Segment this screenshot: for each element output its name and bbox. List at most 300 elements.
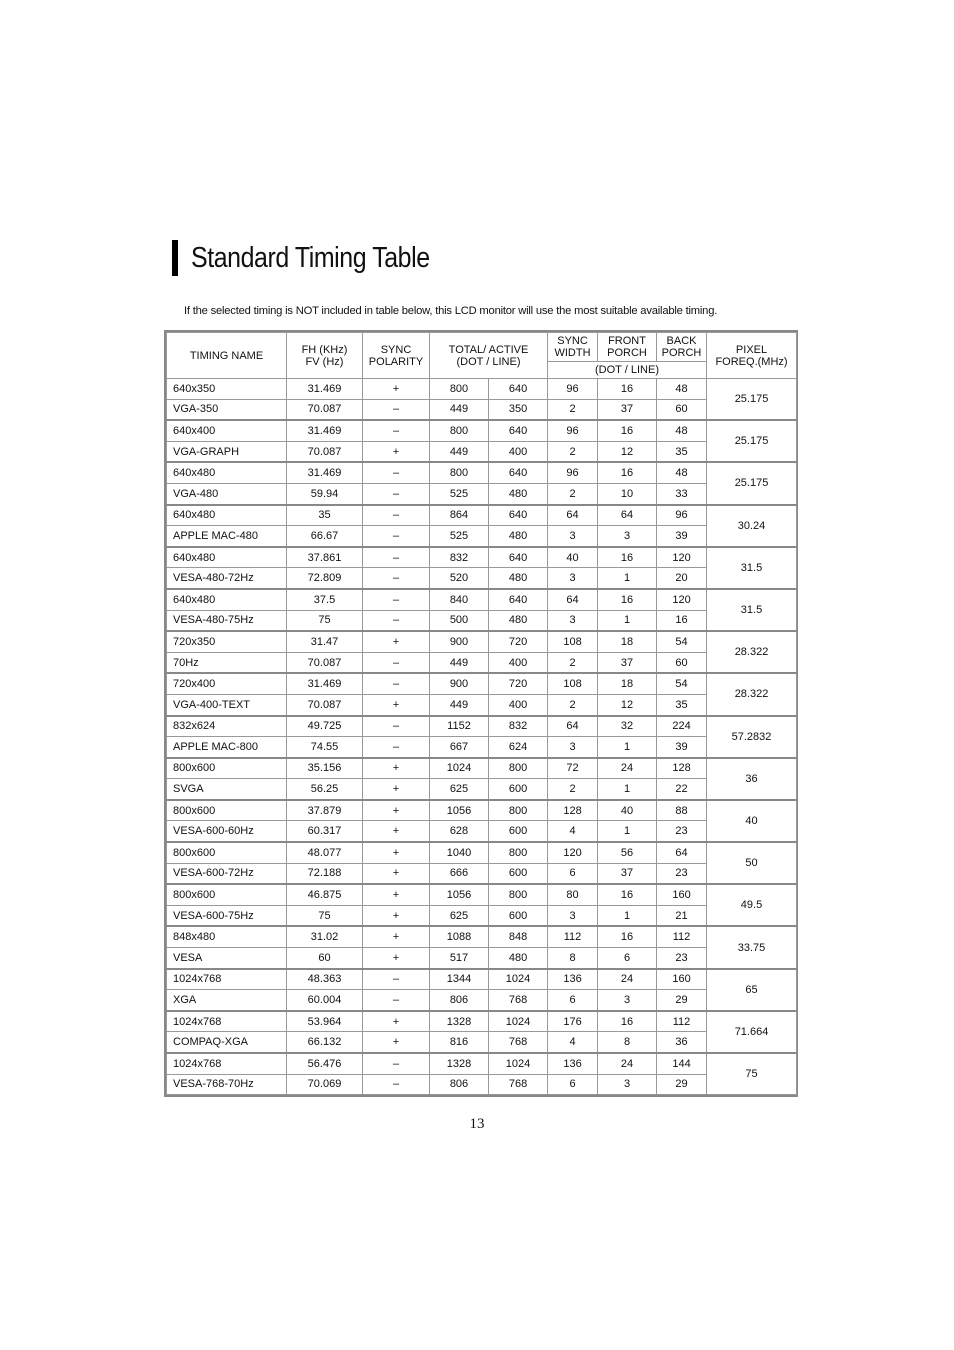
table-row xyxy=(167,1053,797,1074)
sync-width-cell: 96 xyxy=(548,379,598,400)
front-porch-cell: 6 xyxy=(598,948,657,969)
timing-name-cell: 848x480 xyxy=(167,926,287,947)
table-row xyxy=(167,652,797,673)
sync-width-cell: 136 xyxy=(548,1053,598,1074)
sync-polarity-cell: – xyxy=(363,589,430,610)
back-porch-cell: 35 xyxy=(657,441,707,462)
sync-width-cell: 6 xyxy=(548,863,598,884)
timing-name-cell: VESA-480-72Hz xyxy=(167,568,287,589)
total-cell: 500 xyxy=(430,610,489,631)
sync-polarity-cell: + xyxy=(363,800,430,821)
active-cell: 1024 xyxy=(489,969,548,990)
fh-fv-cell: 46.875 xyxy=(287,884,363,905)
table-row xyxy=(167,969,797,990)
back-porch-cell: 54 xyxy=(657,673,707,694)
sync-polarity-cell: + xyxy=(363,1032,430,1053)
sync-width-cell: 112 xyxy=(548,926,598,947)
sync-polarity-cell: + xyxy=(363,758,430,779)
back-porch-cell: 96 xyxy=(657,505,707,526)
sync-width-cell: 40 xyxy=(548,547,598,568)
front-porch-cell: 18 xyxy=(598,631,657,652)
pixel-freq-cell: 28.322 xyxy=(707,631,797,673)
back-porch-cell: 36 xyxy=(657,1032,707,1053)
total-cell: 625 xyxy=(430,905,489,926)
active-cell: 640 xyxy=(489,505,548,526)
back-porch-cell: 88 xyxy=(657,800,707,821)
page-title: Standard Timing Table xyxy=(191,241,430,274)
table-row xyxy=(167,926,797,947)
total-cell: 449 xyxy=(430,399,489,420)
back-porch-cell: 60 xyxy=(657,399,707,420)
table-row xyxy=(167,589,797,610)
back-porch-cell: 64 xyxy=(657,842,707,863)
header-sync-polarity-line1: SYNC xyxy=(380,343,412,356)
active-cell: 768 xyxy=(489,1032,548,1053)
timing-name-cell: 1024x768 xyxy=(167,969,287,990)
total-cell: 1024 xyxy=(430,758,489,779)
front-porch-cell: 40 xyxy=(598,800,657,821)
table-row xyxy=(167,884,797,905)
front-porch-cell: 24 xyxy=(598,1053,657,1074)
total-cell: 806 xyxy=(430,990,489,1011)
pixel-freq-cell: 31.5 xyxy=(707,589,797,631)
back-porch-cell: 29 xyxy=(657,990,707,1011)
sync-width-cell: 176 xyxy=(548,1011,598,1032)
header-pixel-freq-line1: PIXEL xyxy=(735,343,768,356)
table-row xyxy=(167,526,797,547)
front-porch-cell: 24 xyxy=(598,969,657,990)
back-porch-cell: 112 xyxy=(657,1011,707,1032)
sync-polarity-cell: – xyxy=(363,716,430,737)
front-porch-cell: 1 xyxy=(598,821,657,842)
total-cell: 628 xyxy=(430,821,489,842)
total-cell: 1152 xyxy=(430,716,489,737)
front-porch-cell: 3 xyxy=(598,990,657,1011)
fh-fv-cell: 70.087 xyxy=(287,652,363,673)
table-row xyxy=(167,800,797,821)
timing-name-cell: 640x480 xyxy=(167,589,287,610)
front-porch-cell: 37 xyxy=(598,863,657,884)
active-cell: 350 xyxy=(489,399,548,420)
back-porch-cell: 112 xyxy=(657,926,707,947)
table-row xyxy=(167,631,797,652)
sync-polarity-cell: – xyxy=(363,969,430,990)
timing-name-cell: APPLE MAC-800 xyxy=(167,737,287,758)
fh-fv-cell: 66.67 xyxy=(287,526,363,547)
front-porch-cell: 16 xyxy=(598,420,657,441)
back-porch-cell: 48 xyxy=(657,462,707,483)
header-front-porch xyxy=(598,333,657,362)
back-porch-cell: 23 xyxy=(657,863,707,884)
table-row xyxy=(167,842,797,863)
table-row xyxy=(167,1074,797,1095)
sync-polarity-cell: + xyxy=(363,926,430,947)
table-row xyxy=(167,758,797,779)
sync-width-cell: 64 xyxy=(548,505,598,526)
back-porch-cell: 160 xyxy=(657,884,707,905)
sync-polarity-cell: + xyxy=(363,441,430,462)
total-cell: 800 xyxy=(430,420,489,441)
total-cell: 525 xyxy=(430,483,489,504)
total-cell: 800 xyxy=(430,462,489,483)
sync-width-cell: 80 xyxy=(548,884,598,905)
total-cell: 1088 xyxy=(430,926,489,947)
pixel-freq-cell: 40 xyxy=(707,800,797,842)
total-cell: 625 xyxy=(430,779,489,800)
total-cell: 449 xyxy=(430,694,489,715)
sync-width-cell: 72 xyxy=(548,758,598,779)
fh-fv-cell: 37.879 xyxy=(287,800,363,821)
front-porch-cell: 16 xyxy=(598,547,657,568)
timing-name-cell: 832x624 xyxy=(167,716,287,737)
table-row xyxy=(167,505,797,526)
timing-name-cell: VESA-480-75Hz xyxy=(167,610,287,631)
active-cell: 800 xyxy=(489,884,548,905)
table-row xyxy=(167,905,797,926)
fh-fv-cell: 31.469 xyxy=(287,673,363,694)
timing-name-cell: VGA-480 xyxy=(167,483,287,504)
header-front-porch-line2: PORCH xyxy=(607,347,647,359)
sync-width-cell: 6 xyxy=(548,990,598,1011)
sync-polarity-cell: – xyxy=(363,483,430,504)
active-cell: 800 xyxy=(489,842,548,863)
table-row xyxy=(167,716,797,737)
fh-fv-cell: 31.47 xyxy=(287,631,363,652)
fh-fv-cell: 70.087 xyxy=(287,694,363,715)
fh-fv-cell: 56.476 xyxy=(287,1053,363,1074)
active-cell: 768 xyxy=(489,1074,548,1095)
table-row xyxy=(167,990,797,1011)
total-cell: 666 xyxy=(430,863,489,884)
timing-name-cell: VGA-400-TEXT xyxy=(167,694,287,715)
back-porch-cell: 39 xyxy=(657,737,707,758)
timing-name-cell: 720x400 xyxy=(167,673,287,694)
active-cell: 480 xyxy=(489,483,548,504)
header-front-porch-line1: FRONT xyxy=(608,335,646,347)
sync-polarity-cell: + xyxy=(363,948,430,969)
header-total-active-line2: (DOT / LINE) xyxy=(456,355,521,368)
total-cell: 800 xyxy=(430,379,489,400)
sync-polarity-cell: – xyxy=(363,505,430,526)
back-porch-cell: 39 xyxy=(657,526,707,547)
back-porch-cell: 48 xyxy=(657,420,707,441)
front-porch-cell: 3 xyxy=(598,526,657,547)
fh-fv-cell: 37.5 xyxy=(287,589,363,610)
back-porch-cell: 20 xyxy=(657,568,707,589)
sync-polarity-cell: + xyxy=(363,842,430,863)
total-cell: 806 xyxy=(430,1074,489,1095)
fh-fv-cell: 31.469 xyxy=(287,420,363,441)
sync-polarity-cell: + xyxy=(363,631,430,652)
sync-polarity-cell: + xyxy=(363,863,430,884)
sync-polarity-cell: – xyxy=(363,526,430,547)
timing-name-cell: 70Hz xyxy=(167,652,287,673)
timing-table-body xyxy=(167,379,797,1095)
sync-polarity-cell: – xyxy=(363,1053,430,1074)
back-porch-cell: 23 xyxy=(657,948,707,969)
sync-polarity-cell: + xyxy=(363,884,430,905)
header-sync-width-line2: WIDTH xyxy=(554,347,591,359)
sync-width-cell: 96 xyxy=(548,462,598,483)
sync-polarity-cell: – xyxy=(363,462,430,483)
active-cell: 400 xyxy=(489,652,548,673)
fh-fv-cell: 56.25 xyxy=(287,779,363,800)
active-cell: 600 xyxy=(489,863,548,884)
fh-fv-cell: 70.069 xyxy=(287,1074,363,1095)
intro-text: If the selected timing is NOT included in table below, this LCD monitor will use the most suitable available timing. xyxy=(184,305,718,317)
total-cell: 840 xyxy=(430,589,489,610)
timing-table-frame xyxy=(164,330,798,1097)
total-cell: 1056 xyxy=(430,800,489,821)
fh-fv-cell: 49.725 xyxy=(287,716,363,737)
table-row xyxy=(167,694,797,715)
timing-name-cell: 720x350 xyxy=(167,631,287,652)
active-cell: 832 xyxy=(489,716,548,737)
total-cell: 525 xyxy=(430,526,489,547)
table-row xyxy=(167,420,797,441)
sync-width-cell: 96 xyxy=(548,420,598,441)
header-total-active xyxy=(430,333,548,379)
active-cell: 400 xyxy=(489,441,548,462)
total-cell: 449 xyxy=(430,652,489,673)
timing-name-cell: 1024x768 xyxy=(167,1053,287,1074)
sync-width-cell: 2 xyxy=(548,694,598,715)
fh-fv-cell: 53.964 xyxy=(287,1011,363,1032)
timing-name-cell: 640x350 xyxy=(167,379,287,400)
sync-width-cell: 4 xyxy=(548,821,598,842)
total-cell: 816 xyxy=(430,1032,489,1053)
sync-width-cell: 128 xyxy=(548,800,598,821)
front-porch-cell: 32 xyxy=(598,716,657,737)
active-cell: 640 xyxy=(489,589,548,610)
back-porch-cell: 128 xyxy=(657,758,707,779)
pixel-freq-cell: 65 xyxy=(707,969,797,1011)
active-cell: 848 xyxy=(489,926,548,947)
timing-name-cell: 1024x768 xyxy=(167,1011,287,1032)
sync-width-cell: 3 xyxy=(548,568,598,589)
header-back-porch-line2: PORCH xyxy=(661,347,702,359)
fh-fv-cell: 60 xyxy=(287,948,363,969)
total-cell: 517 xyxy=(430,948,489,969)
pixel-freq-cell: 71.664 xyxy=(707,1011,797,1053)
active-cell: 600 xyxy=(489,821,548,842)
fh-fv-cell: 31.02 xyxy=(287,926,363,947)
fh-fv-cell: 31.469 xyxy=(287,462,363,483)
total-cell: 520 xyxy=(430,568,489,589)
active-cell: 640 xyxy=(489,462,548,483)
header-sync-polarity xyxy=(363,333,430,379)
total-cell: 1344 xyxy=(430,969,489,990)
front-porch-cell: 16 xyxy=(598,462,657,483)
pixel-freq-cell: 57.2832 xyxy=(707,716,797,758)
back-porch-cell: 48 xyxy=(657,379,707,400)
timing-name-cell: 800x600 xyxy=(167,884,287,905)
pixel-freq-cell: 25.175 xyxy=(707,462,797,504)
sync-polarity-cell: + xyxy=(363,821,430,842)
timing-name-cell: XGA xyxy=(167,990,287,1011)
table-row xyxy=(167,821,797,842)
back-porch-cell: 22 xyxy=(657,779,707,800)
sync-polarity-cell: – xyxy=(363,990,430,1011)
front-porch-cell: 16 xyxy=(598,379,657,400)
front-porch-cell: 16 xyxy=(598,589,657,610)
sync-polarity-cell: – xyxy=(363,673,430,694)
back-porch-cell: 120 xyxy=(657,547,707,568)
header-total-active-line1: TOTAL/ ACTIVE xyxy=(448,343,529,356)
fh-fv-cell: 72.809 xyxy=(287,568,363,589)
back-porch-cell: 33 xyxy=(657,483,707,504)
pixel-freq-cell: 28.322 xyxy=(707,673,797,715)
timing-name-cell: VESA-600-72Hz xyxy=(167,863,287,884)
sync-polarity-cell: – xyxy=(363,399,430,420)
fh-fv-cell: 48.363 xyxy=(287,969,363,990)
total-cell: 1328 xyxy=(430,1053,489,1074)
fh-fv-cell: 75 xyxy=(287,905,363,926)
active-cell: 624 xyxy=(489,737,548,758)
fh-fv-cell: 70.087 xyxy=(287,441,363,462)
sync-polarity-cell: – xyxy=(363,568,430,589)
pixel-freq-cell: 49.5 xyxy=(707,884,797,926)
back-porch-cell: 21 xyxy=(657,905,707,926)
sync-width-cell: 3 xyxy=(548,905,598,926)
pixel-freq-cell: 25.175 xyxy=(707,420,797,462)
front-porch-cell: 12 xyxy=(598,694,657,715)
total-cell: 832 xyxy=(430,547,489,568)
table-row xyxy=(167,779,797,800)
fh-fv-cell: 37.861 xyxy=(287,547,363,568)
sync-polarity-cell: – xyxy=(363,1074,430,1095)
front-porch-cell: 18 xyxy=(598,673,657,694)
sync-polarity-cell: + xyxy=(363,379,430,400)
timing-name-cell: 640x480 xyxy=(167,547,287,568)
heading-bar xyxy=(172,240,178,276)
front-porch-cell: 37 xyxy=(598,652,657,673)
table-row xyxy=(167,737,797,758)
active-cell: 800 xyxy=(489,758,548,779)
table-row xyxy=(167,1032,797,1053)
header-back-porch xyxy=(657,333,707,362)
header-pixel-freq xyxy=(707,333,797,379)
active-cell: 768 xyxy=(489,990,548,1011)
table-row xyxy=(167,863,797,884)
front-porch-cell: 16 xyxy=(598,1011,657,1032)
sync-width-cell: 108 xyxy=(548,673,598,694)
page-number: 13 xyxy=(469,1116,485,1132)
sync-polarity-cell: – xyxy=(363,652,430,673)
table-row xyxy=(167,483,797,504)
timing-name-cell: VGA-350 xyxy=(167,399,287,420)
back-porch-cell: 224 xyxy=(657,716,707,737)
sync-polarity-cell: – xyxy=(363,420,430,441)
table-row xyxy=(167,547,797,568)
front-porch-cell: 10 xyxy=(598,483,657,504)
fh-fv-cell: 75 xyxy=(287,610,363,631)
timing-name-cell: 640x480 xyxy=(167,462,287,483)
table-row xyxy=(167,948,797,969)
sync-polarity-cell: – xyxy=(363,547,430,568)
back-porch-cell: 54 xyxy=(657,631,707,652)
back-porch-cell: 35 xyxy=(657,694,707,715)
fh-fv-cell: 74.55 xyxy=(287,737,363,758)
front-porch-cell: 8 xyxy=(598,1032,657,1053)
timing-name-cell: SVGA xyxy=(167,779,287,800)
front-porch-cell: 1 xyxy=(598,610,657,631)
timing-name-cell: VESA-600-60Hz xyxy=(167,821,287,842)
back-porch-cell: 144 xyxy=(657,1053,707,1074)
timing-name-cell: VGA-GRAPH xyxy=(167,441,287,462)
pixel-freq-cell: 75 xyxy=(707,1053,797,1095)
timing-table xyxy=(166,332,797,1095)
fh-fv-cell: 60.004 xyxy=(287,990,363,1011)
sync-width-cell: 4 xyxy=(548,1032,598,1053)
sync-polarity-cell: + xyxy=(363,905,430,926)
header-fv: FV (Hz) xyxy=(305,355,344,368)
timing-name-cell: 640x480 xyxy=(167,505,287,526)
total-cell: 900 xyxy=(430,631,489,652)
header-sync-polarity-line2: POLARITY xyxy=(368,355,424,368)
table-row xyxy=(167,441,797,462)
fh-fv-cell: 31.469 xyxy=(287,379,363,400)
fh-fv-cell: 35.156 xyxy=(287,758,363,779)
header-back-porch-line1: BACK xyxy=(666,335,697,347)
sync-width-cell: 2 xyxy=(548,441,598,462)
front-porch-cell: 24 xyxy=(598,758,657,779)
sync-polarity-cell: – xyxy=(363,610,430,631)
header-dot-line-unit: (DOT / LINE) xyxy=(548,362,707,379)
sync-polarity-cell: + xyxy=(363,779,430,800)
active-cell: 720 xyxy=(489,673,548,694)
header-timing-name: TIMING NAME xyxy=(167,333,287,379)
active-cell: 480 xyxy=(489,568,548,589)
sync-width-cell: 2 xyxy=(548,483,598,504)
sync-width-cell: 2 xyxy=(548,652,598,673)
total-cell: 449 xyxy=(430,441,489,462)
fh-fv-cell: 70.087 xyxy=(287,399,363,420)
timing-name-cell: APPLE MAC-480 xyxy=(167,526,287,547)
header-sync-width-line1: SYNC xyxy=(557,335,588,347)
total-cell: 864 xyxy=(430,505,489,526)
table-row xyxy=(167,673,797,694)
front-porch-cell: 1 xyxy=(598,905,657,926)
active-cell: 480 xyxy=(489,526,548,547)
fh-fv-cell: 48.077 xyxy=(287,842,363,863)
front-porch-cell: 1 xyxy=(598,737,657,758)
sync-polarity-cell: + xyxy=(363,1011,430,1032)
back-porch-cell: 23 xyxy=(657,821,707,842)
timing-name-cell: VESA-768-70Hz xyxy=(167,1074,287,1095)
timing-name-cell: VESA-600-75Hz xyxy=(167,905,287,926)
table-row xyxy=(167,399,797,420)
table-row xyxy=(167,1011,797,1032)
total-cell: 1040 xyxy=(430,842,489,863)
sync-width-cell: 3 xyxy=(548,737,598,758)
total-cell: 1056 xyxy=(430,884,489,905)
header-fh-fv xyxy=(287,333,363,379)
active-cell: 600 xyxy=(489,779,548,800)
active-cell: 400 xyxy=(489,694,548,715)
back-porch-cell: 29 xyxy=(657,1074,707,1095)
sync-width-cell: 2 xyxy=(548,779,598,800)
active-cell: 640 xyxy=(489,379,548,400)
pixel-freq-cell: 30.24 xyxy=(707,505,797,547)
sync-width-cell: 2 xyxy=(548,399,598,420)
sync-polarity-cell: – xyxy=(363,737,430,758)
back-porch-cell: 60 xyxy=(657,652,707,673)
active-cell: 600 xyxy=(489,905,548,926)
timing-name-cell: 800x600 xyxy=(167,758,287,779)
active-cell: 640 xyxy=(489,420,548,441)
sync-polarity-cell: + xyxy=(363,694,430,715)
